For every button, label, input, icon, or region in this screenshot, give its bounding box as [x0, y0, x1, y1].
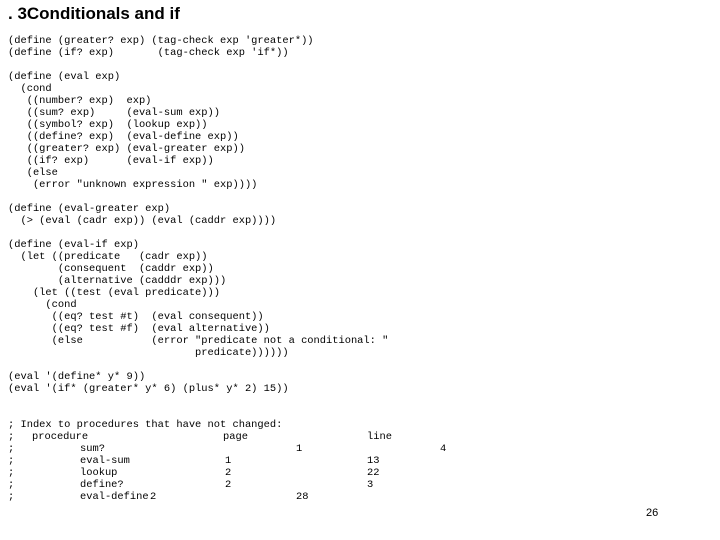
index-comment-marker: ;	[8, 443, 15, 455]
index-line: 13	[367, 455, 380, 467]
code-line: (define (eval-if exp)	[8, 239, 139, 251]
code-line: (eval '(define* y* 9))	[8, 371, 146, 383]
index-page: 1	[296, 443, 303, 455]
index-page: 2	[225, 479, 232, 491]
index-procedure: sum?	[80, 443, 105, 455]
code-line: (define (greater? exp) (tag-check exp 'greater*))	[8, 35, 314, 47]
code-line: (define (if? exp) (tag-check exp 'if*))	[8, 47, 289, 59]
code-line: (error "unknown expression " exp))))	[8, 179, 258, 191]
code-line: (else	[8, 167, 58, 179]
code-line: ((eq? test #t) (eval consequent))	[8, 311, 264, 323]
code-line: ((number? exp) exp)	[8, 95, 152, 107]
code-line: (let ((test (eval predicate)))	[8, 287, 221, 299]
index-procedure: define?	[80, 479, 124, 491]
code-line: ((sum? exp) (eval-sum exp))	[8, 107, 221, 119]
index-page: 1	[225, 455, 232, 467]
index-procedure: eval-define	[80, 491, 149, 503]
code-line: (> (eval (cadr exp)) (eval (caddr exp))))	[8, 215, 277, 227]
index-comment-marker: ;	[8, 467, 15, 479]
index-comment-marker: ;	[8, 479, 15, 491]
index-comment-marker: ;	[8, 455, 15, 467]
code-line: (alternative (cadddr exp)))	[8, 275, 227, 287]
code-line: (consequent (caddr exp))	[8, 263, 214, 275]
index-column-page: page	[223, 431, 248, 443]
index-column-line: line	[367, 431, 392, 443]
index-procedure: lookup	[80, 467, 118, 479]
index-line: 28	[296, 491, 309, 503]
slide-title: . 3Conditionals and if	[8, 4, 180, 23]
code-line: ((greater? exp) (eval-greater exp))	[8, 143, 245, 155]
index-procedure: eval-sum	[80, 455, 130, 467]
slide-number: 26	[646, 507, 659, 519]
code-line: (cond	[8, 299, 77, 311]
code-line: (else (error "predicate not a conditional: "	[8, 335, 389, 347]
code-line: (eval '(if* (greater* y* 6) (plus* y* 2) 15))	[8, 383, 289, 395]
index-page: 2	[150, 491, 157, 503]
index-comment-marker: ;	[8, 431, 15, 443]
index-comment-marker: ;	[8, 491, 15, 503]
code-line: (define (eval exp)	[8, 71, 121, 83]
index-line: 3	[367, 479, 374, 491]
code-line: (cond	[8, 83, 52, 95]
code-line: ((eq? test #f) (eval alternative))	[8, 323, 270, 335]
code-line: (define (eval-greater exp)	[8, 203, 171, 215]
code-line: (let ((predicate (cadr exp))	[8, 251, 208, 263]
index-column-procedure: procedure	[32, 431, 89, 443]
code-line: ((define? exp) (eval-define exp))	[8, 131, 239, 143]
code-line: ((symbol? exp) (lookup exp))	[8, 119, 208, 131]
index-line: 22	[367, 467, 380, 479]
index-line: 4	[440, 443, 447, 455]
code-line: ((if? exp) (eval-if exp))	[8, 155, 214, 167]
index-page: 2	[225, 467, 232, 479]
index-header: ; Index to procedures that have not changed:	[8, 419, 283, 431]
code-line: predicate))))))	[8, 347, 289, 359]
